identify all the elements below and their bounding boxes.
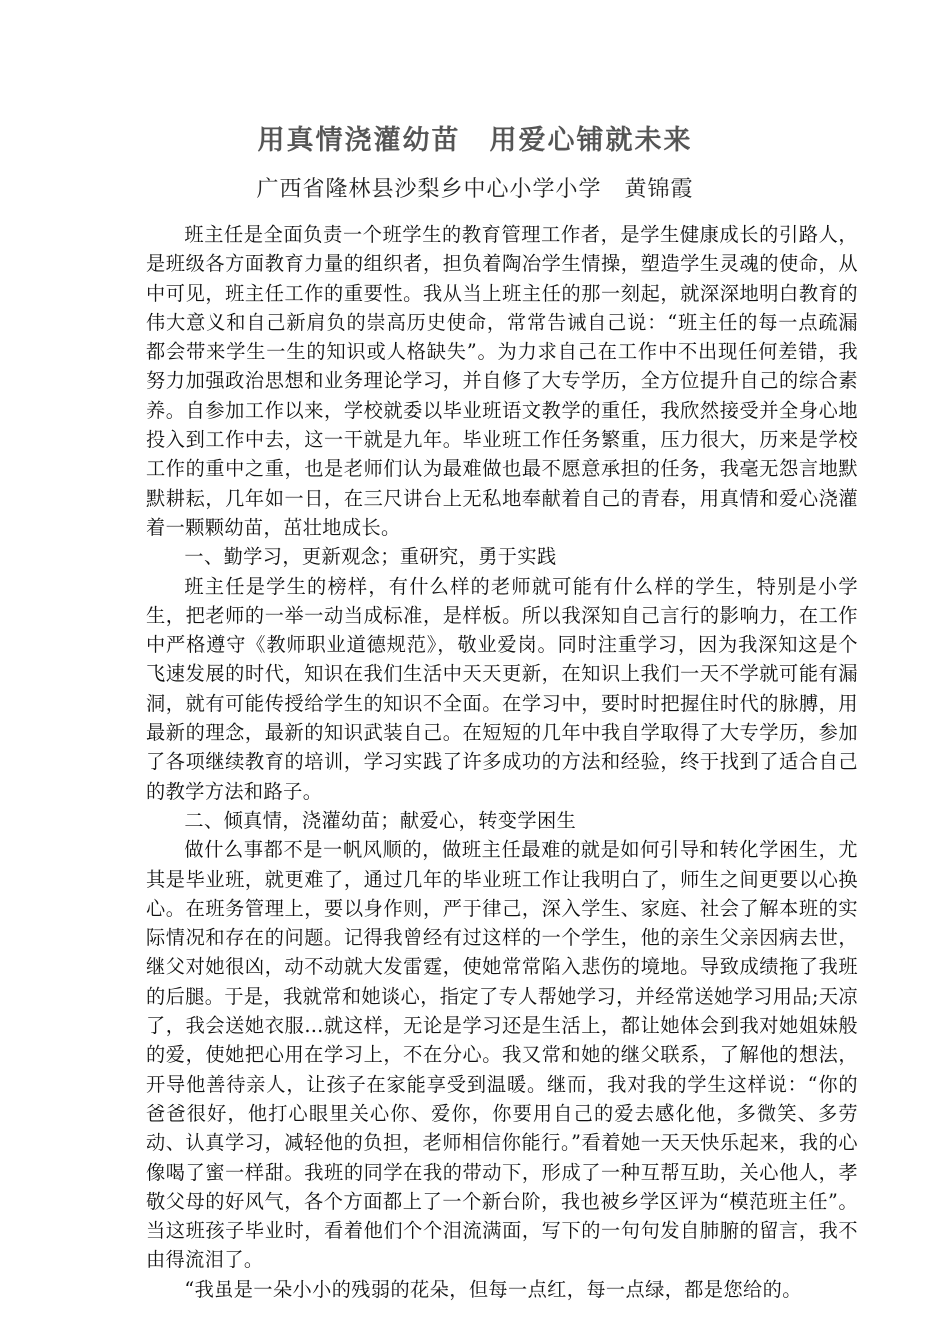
author-byline: 广西省隆林县沙梨乡中心小学小学 黄锦霞 [256,177,694,202]
paragraph-section-2: 做什么事都不是一帆风顺的，做班主任最难的就是如何引导和转化学困生，尤其是毕业班，就更难了，通过几年的毕业班工作让我明白了，师生之间更要以心换心。在班务管理上，要以身作则，严于律己，深入学生、家庭、社会了解本班的实际情况和存在的问题。记得我曾经有过这样的一个学生，他的亲生父亲因病去世，继父对她很凶，动不动就大发雷霆，使她常常陷入悲伤的境地。导致成绩拖了我班的后腿。于是，我就常和她谈心，指定了专人帮她学习，并经常送她学习用品;天凉了，我会送她衣服…就这样，无论是学习还是生活上，都让她体会到我对她姐妹般的爱，使她把心用在学习上，不在分心。我又常和她的继父联系，了解他的想法，开导他善待亲人，让孩子在家能享受到温暖。继而，我对我的学生这样说：“你的爸爸很好，他打心眼里关心你、爱你，你要用自己的爱去感化他，多微笑、多劳动、认真学习，减轻他的负担，老师相信你能行。”看着她一天天快乐起来，我的心像喝了蜜一样甜。我班的同学在我的带动下，形成了一种互帮互助，关心他人，孝敬父母的好风气，各个方面都上了一个新台阶，我也被乡学区评为“模范班主任”。当这班孩子毕业时，看着他们个个泪流满面，写下的一句句发自肺腑的留言，我不由得流泪了。 [146,838,859,1272]
paragraph-intro: 班主任是全面负责一个班学生的教育管理工作者，是学生健康成长的引路人，是班级各方面教育力量的组织者，担负着陶冶学生情操，塑造学生灵魂的使命，从中可见，班主任工作的重要性。我从当上班主任的那一刻起，就深深地明白教育的伟大意义和自己新肩负的崇高历史使命，常常告诫自己说：“班主任的每一点疏漏都会带来学生一生的知识或人格缺失”。为力求自己在工作中不出现任何差错，我努力加强政治思想和业务理论学习，并自修了大专学历，全方位提升自己的综合素养。自参加工作以来，学校就委以毕业班语文教学的重任，我欣然接受并全身心地投入到工作中去，这一干就是九年。毕业班工作任务繁重，压力很大，历来是学校工作的重中之重，也是老师们认为最难做也最不愿意承担的任务，我毫无怨言地默默耕耘，几年如一日，在三尺讲台上无私地奉献着自己的青春，用真情和爱心浇灌着一颗颗幼苗，茁壮地成长。 [146,223,858,539]
document-title: 用真情浇灌幼苗 用爱心铺就未来 [257,125,693,156]
document-body [146,220,858,1304]
section-heading-2: 二、倾真情，浇灌幼苗；献爱心，转变学困生 [184,808,577,832]
paragraph-section-1: 班主任是学生的榜样，有什么样的老师就可能有什么样的学生，特别是小学生，把老师的一举一动当成标准，是样板。所以我深知自己言行的影响力，在工作中严格遵守《教师职业道德规范》，敬业爱岗。同时注重学习，因为我深知这是个飞速发展的时代，知识在我们生活中天天更新，在知识上我们一天不学就可能有漏洞，就有可能传授给学生的知识不全面。在学习中，要时时把握住时代的脉膊，用最新的理念，最新的知识武装自己。在短短的几年中我自学取得了大专学历，参加了各项继续教育的培训，学习实践了许多成功的方法和经验，终于找到了适合自己的教学方法和路子。 [146,574,858,803]
paragraph-quote: “我虽是一朵小小的残弱的花朵，但每一点红，每一点绿，都是您给的。 [184,1277,802,1301]
section-heading-1: 一、勤学习，更新观念；重研究，勇于实践 [184,545,557,569]
